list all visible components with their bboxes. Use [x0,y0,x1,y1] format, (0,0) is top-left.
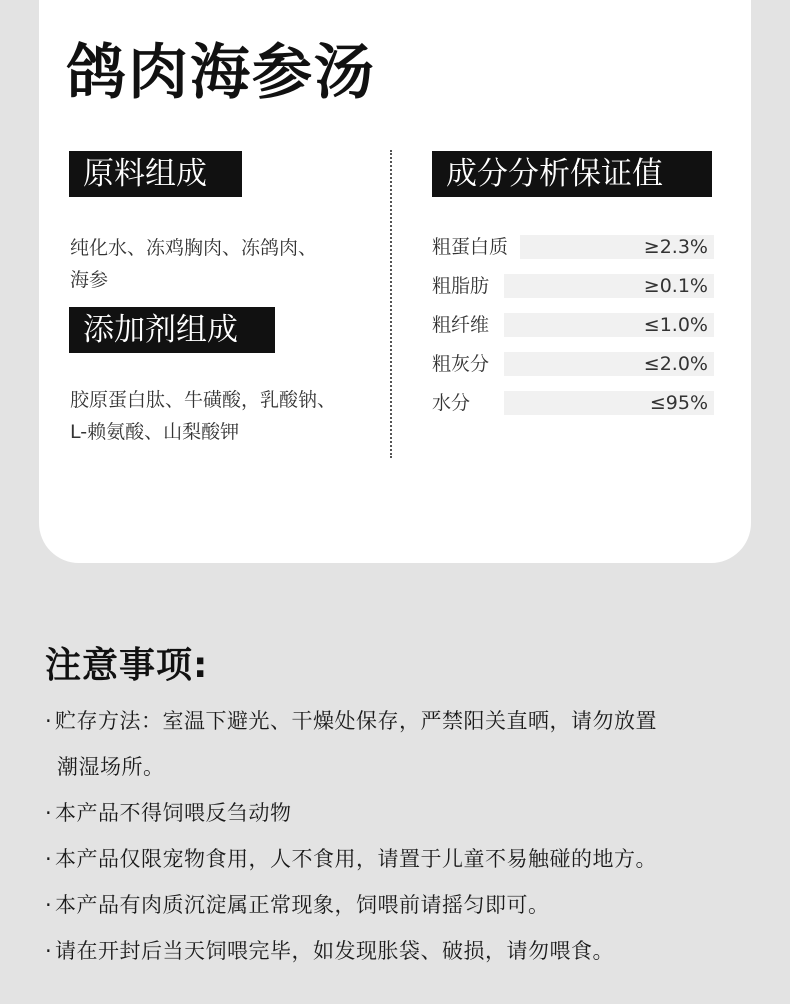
additives-line-2: L-赖氨酸、山梨酸钾 [70,421,240,443]
bullet-icon: · [45,709,53,733]
ingredients-line-1: 纯化水、冻鸡胸肉、冻鸽肉、 [70,237,318,259]
analysis-name: 粗蛋白质 [432,236,509,258]
analysis-value: ≤95% [649,392,708,414]
ingredients-label: 原料组成 [69,151,242,197]
bullet-icon: · [45,801,53,825]
analysis-name: 粗脂肪 [432,275,490,297]
analysis-value: ≤2.0% [643,353,708,375]
product-title: 鸽肉海参汤 [66,38,376,108]
notes-title: 注意事项: [45,645,209,686]
analysis-name: 粗纤维 [432,314,490,336]
analysis-row [432,388,714,427]
analysis-row [432,232,714,271]
column-divider [390,150,392,458]
bullet-icon: · [45,847,53,871]
ingredients-line-2: 海参 [70,269,109,291]
note-item [45,928,765,974]
analysis-value: ≤1.0% [643,314,708,336]
note-item [45,882,765,928]
note-item [45,698,765,790]
bullet-icon: · [45,939,53,963]
note-text: 本产品仅限宠物食用，人不食用，请置于儿童不易触碰的地方。 [55,847,657,871]
additives-label: 添加剂组成 [69,307,275,353]
analysis-value: ≥2.3% [643,236,708,258]
analysis-row [432,349,714,388]
analysis-name: 粗灰分 [432,353,490,375]
note-item [45,836,765,882]
analysis-name: 水分 [432,392,471,414]
note-text: 贮存方法：室温下避光、干燥处保存，严禁阳关直晒，请勿放置 [55,709,657,733]
analysis-label: 成分分析保证值 [432,151,712,197]
bullet-icon: · [45,893,53,917]
additives-line-1: 胶原蛋白肽、牛磺酸，乳酸钠、 [70,389,337,411]
analysis-row [432,271,714,310]
note-text: 本产品不得饲喂反刍动物 [55,801,292,825]
note-item [45,790,765,836]
note-text-continued: 潮湿场所。 [57,755,165,779]
notes-list [45,698,765,974]
additives-text [70,384,370,448]
analysis-value: ≥0.1% [643,275,708,297]
ingredients-text [70,232,370,296]
analysis-table [432,232,714,427]
analysis-row [432,310,714,349]
note-text: 本产品有肉质沉淀属正常现象，饲喂前请摇匀即可。 [55,893,550,917]
note-text: 请在开封后当天饲喂完毕，如发现胀袋、破损，请勿喂食。 [55,939,614,963]
